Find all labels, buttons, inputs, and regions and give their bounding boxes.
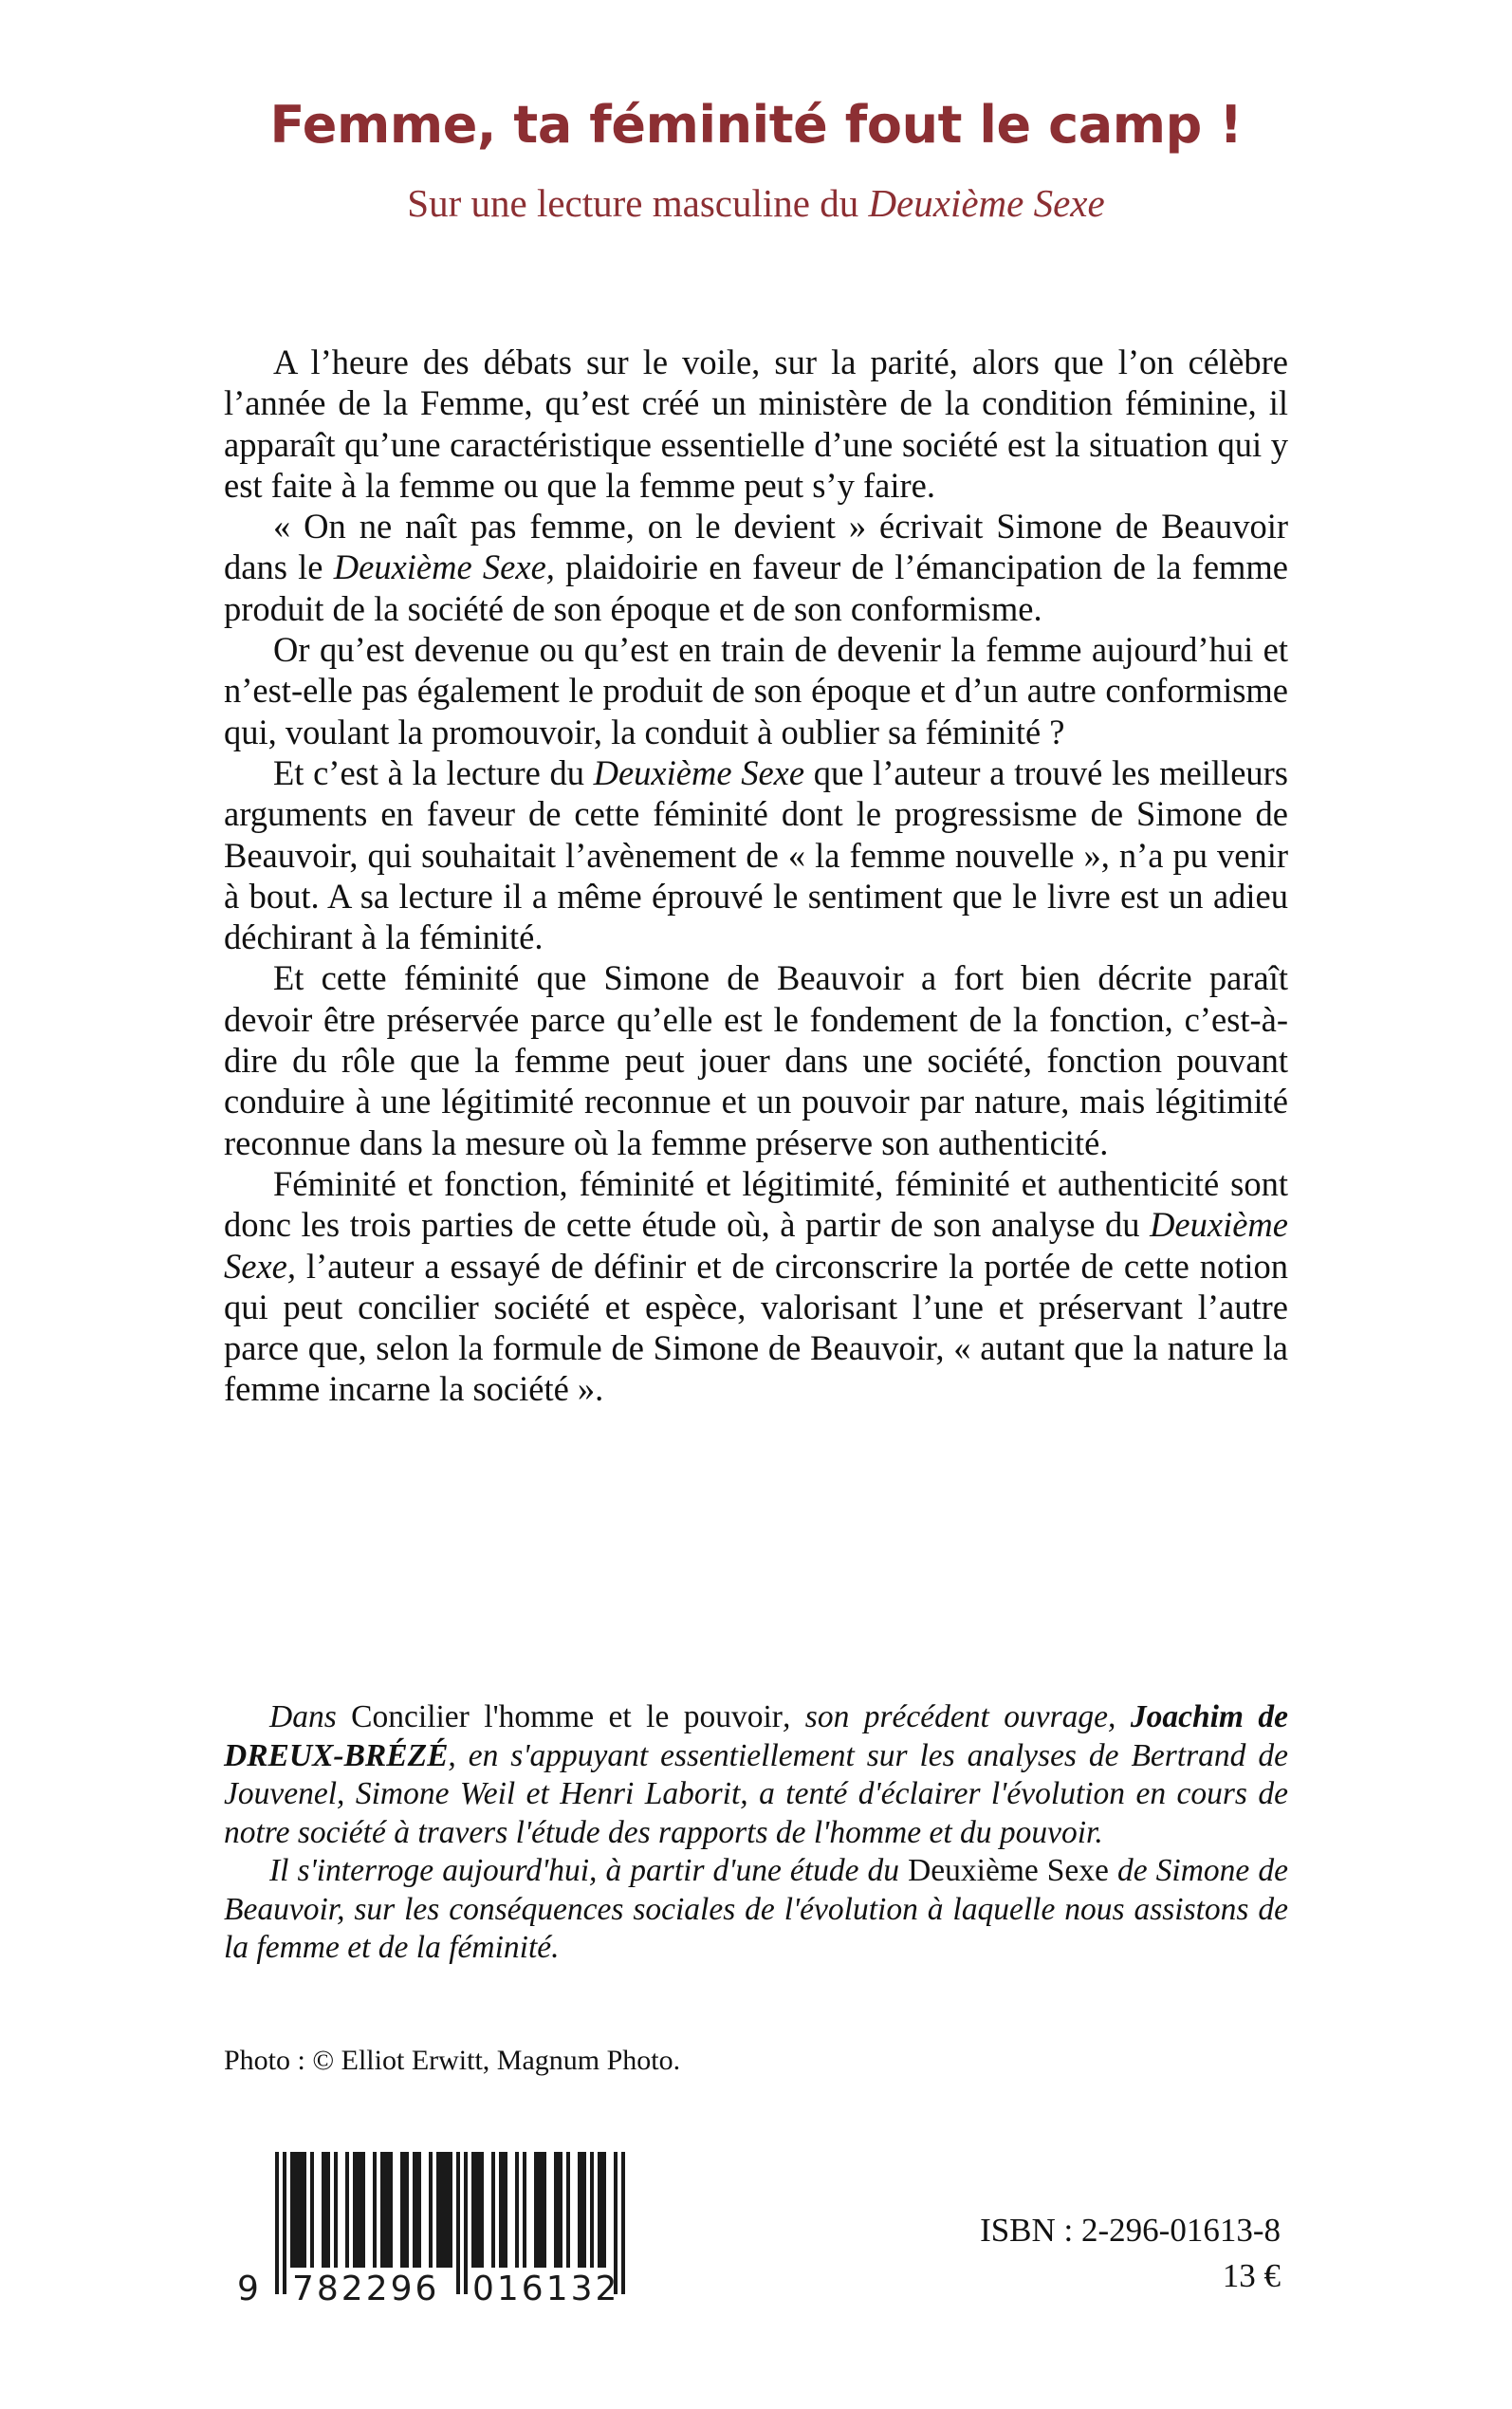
barcode-right-digits: 016132 — [472, 2270, 620, 2308]
blurb-p6-part-b: l’auteur a essayé de définir et de circonscrire la portée de cette notion qui peut concilier société et espèce, valorisant l’une et préservant l’autre parce que, selon la formule de Simone de Beauvoir, « autant que la nature la femme incarne la société ». — [224, 1246, 1288, 1409]
author-note-p2-part-a: Il s'interroge aujourd'hui, à partir d'une étude du — [269, 1853, 909, 1888]
author-note-p1-part-c: , en s'appuyant essentiellement sur les analyses de Bertrand de Jouvenel, Simone Weil et Henri Laborit, a tenté d'éclairer l'évolution en cours de notre société à travers l'étude des rapports de l'homme et du pouvoir. — [224, 1737, 1288, 1850]
barcode-left-digits: 782296 — [292, 2270, 440, 2308]
author-note-p1-part-a: Dans — [269, 1699, 352, 1734]
isbn-block — [854, 2208, 1281, 2299]
author-note-p2-part-b: de Simone de Beauvoir, sur les conséquences sociales de l'évolution à laquelle nous assistons de la femme et de la féminité. — [224, 1853, 1288, 1965]
page-title: Femme, ta féminité fout le camp ! — [269, 95, 1243, 155]
blurb-p4-work-title: Deuxième Sexe — [593, 752, 805, 792]
title-block — [0, 95, 1512, 226]
blurb-p2-work-title: Deuxième Sexe, — [333, 547, 555, 587]
blurb-p6-part-a: Féminité et fonction, féminité et légitimité, féminité et authenticité sont donc les trois parties de cette étude où, à partir de son analyse du — [224, 1163, 1288, 1245]
blurb-paragraph-1: A l’heure des débats sur le voile, sur la parité, alors que l’on célèbre l’année de la Femme, qu’est créé un ministère de la condition féminine, il apparaît qu’une caractéristique essentielle d’une société est la situation qui y est faite à la femme ou que la femme peut s’y faire. — [224, 343, 1288, 505]
blurb-p6-work-title: Deuxième Sexe, — [224, 1205, 1288, 1286]
price-value: 13 € — [1222, 2257, 1281, 2294]
barcode-image — [218, 2146, 636, 2317]
author-note-p1-part-b: , son précédent ouvrage, — [782, 1699, 1131, 1734]
blurb-text — [224, 342, 1288, 1410]
subtitle-work-title: Deuxième Sexe — [868, 181, 1105, 226]
blurb-paragraph-5: Et cette féminité que Simone de Beauvoir a fort bien décrite paraît devoir être préservée parce qu’elle est le fondement de la fonction, c’est-à-dire du rôle que la femme peut jouer dans une société, fonction pouvant conduire à une légitimité reconnue et un pouvoir par nature, mais légitimité reconnue dans la mesure où la femme préserve son authenticité. — [224, 958, 1288, 1162]
author-name: Joachim de DREUX-BRÉZÉ — [224, 1699, 1289, 1773]
blurb-p4-part-a: Et c’est à la lecture du — [273, 752, 594, 792]
page-subtitle — [0, 151, 1512, 224]
blurb-p2-part-b: plaidoirie en faveur de l’émancipation de la femme produit de la société de son époque et de son conformisme. — [224, 547, 1288, 628]
blurb-paragraph-3: Or qu’est devenue ou qu’est en train de devenir la femme aujourd’hui et n’est-elle pas également le produit de son époque et d’un autre conformisme qui, voulant la promouvoir, la conduit à oublier sa féminité ? — [224, 630, 1288, 751]
photo-credit: Photo : © Elliot Erwitt, Magnum Photo. — [224, 2045, 681, 2076]
isbn-value: ISBN : 2-296-01613-8 — [980, 2212, 1281, 2249]
blurb-paragraph-2 — [224, 506, 1288, 629]
subtitle-prefix: Sur une lecture masculine du — [407, 181, 869, 226]
author-note-paragraph-1 — [224, 1698, 1288, 1852]
author-note-previous-work: Concilier l'homme et le pouvoir — [351, 1699, 783, 1734]
blurb-paragraph-6 — [224, 1163, 1288, 1410]
author-note-work-title: Deuxième Sexe — [908, 1853, 1109, 1888]
author-note — [224, 1698, 1288, 1968]
blurb-paragraph-4 — [224, 752, 1288, 957]
blurb-p4-part-b: que l’auteur a trouvé les meilleurs arguments en faveur de cette féminité dont le progressisme de Simone de Beauvoir, qui souhaitait l’avènement de « la femme nouvelle », n’a pu venir à bout. A sa lecture il a même éprouvé le sentiment que le livre est un adieu déchirant à la féminité. — [224, 752, 1288, 957]
barcode — [218, 2146, 636, 2317]
barcode-lead-digit: 9 — [237, 2270, 259, 2308]
author-note-paragraph-2 — [224, 1852, 1288, 1968]
blurb-p2-part-a: « On ne naît pas femme, on le devient » écrivait Simone de Beauvoir dans le — [224, 507, 1288, 587]
